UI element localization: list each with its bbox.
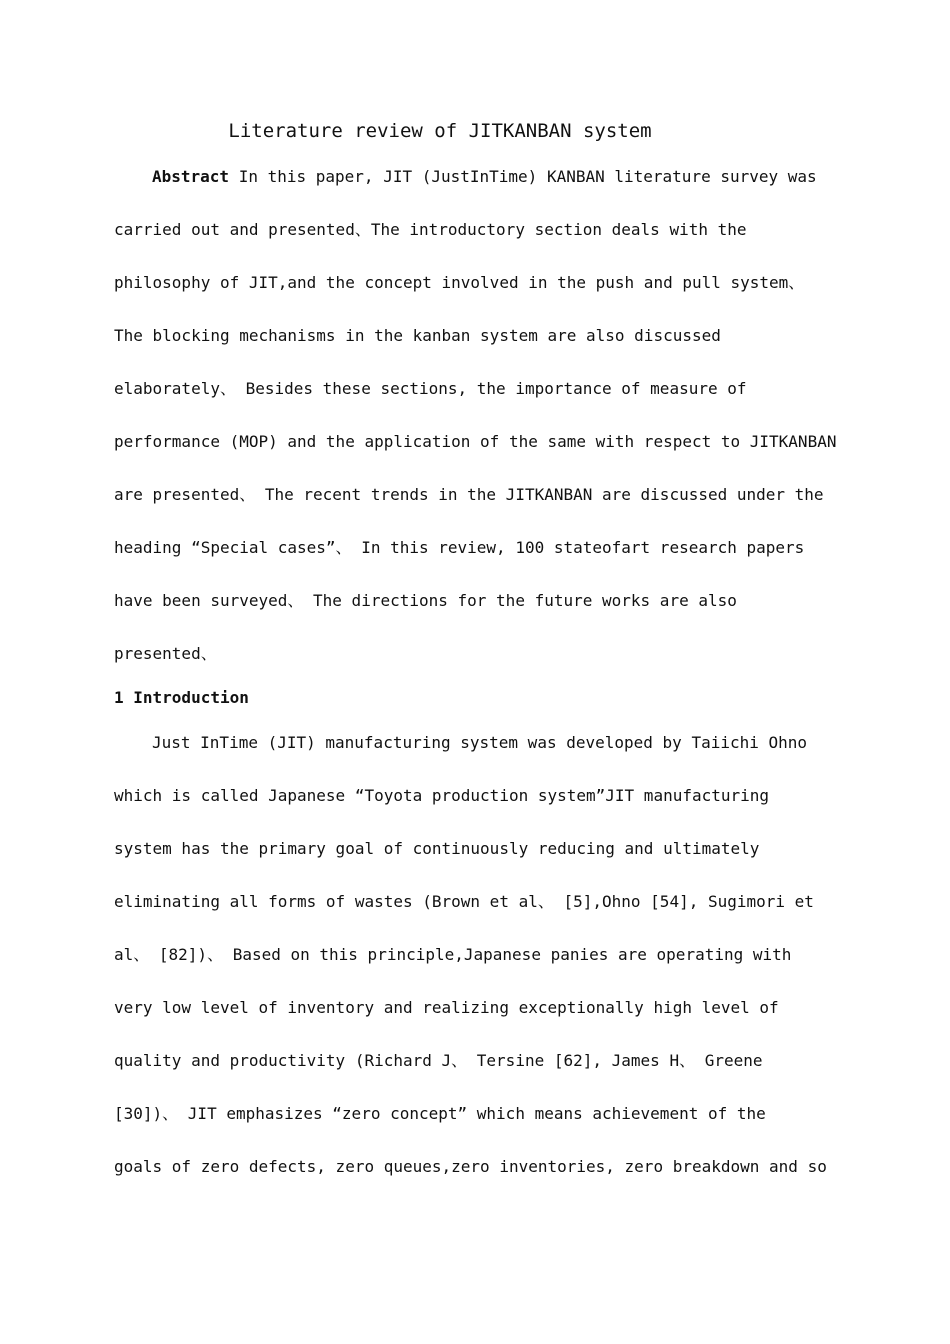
abstract-line: The blocking mechanisms in the kanban system are also discussed <box>114 326 721 345</box>
abstract-text: In this paper, JIT (JustInTime) KANBAN literature survey was <box>229 167 817 186</box>
intro-line: system has the primary goal of continuously reducing and ultimately <box>114 839 760 858</box>
abstract-line: heading “Special cases”、 In this review, 100 stateofart research papers <box>114 538 805 557</box>
intro-line: Just InTime (JIT) manufacturing system was developed by Taiichi Ohno <box>152 733 808 752</box>
abstract-line <box>152 166 817 188</box>
intro-line: quality and productivity (Richard J、 Tersine [62], James H、 Greene <box>114 1051 763 1070</box>
abstract-line: philosophy of JIT,and the concept involved in the push and pull system、 <box>114 273 805 292</box>
abstract-line: presented、 <box>114 644 217 663</box>
intro-line: eliminating all forms of wastes (Brown et al、 [5],Ohno [54], Sugimori et <box>114 892 814 911</box>
abstract-line: elaborately、 Besides these sections, the importance of measure of <box>114 379 747 398</box>
section-heading: 1 Introduction <box>114 688 249 707</box>
abstract-label: Abstract <box>152 167 230 186</box>
document-title: Literature review of JITKANBAN system <box>228 120 652 142</box>
intro-line: [30])、 JIT emphasizes “zero concept” which means achievement of the <box>114 1104 766 1123</box>
intro-line: goals of zero defects, zero queues,zero inventories, zero breakdown and so <box>114 1157 827 1176</box>
abstract-line: are presented、 The recent trends in the JITKANBAN are discussed under the <box>114 485 824 504</box>
intro-line: which is called Japanese “Toyota production system”JIT manufacturing <box>114 786 770 805</box>
intro-line: very low level of inventory and realizing exceptionally high level of <box>114 998 779 1017</box>
intro-line: al、 [82])、 Based on this principle,Japanese panies are operating with <box>114 945 792 964</box>
abstract-line: have been surveyed、 The directions for the future works are also <box>114 591 737 610</box>
abstract-line: carried out and presented、The introductory section deals with the <box>114 220 747 239</box>
abstract-line: performance (MOP) and the application of the same with respect to JITKANBAN <box>114 432 837 451</box>
